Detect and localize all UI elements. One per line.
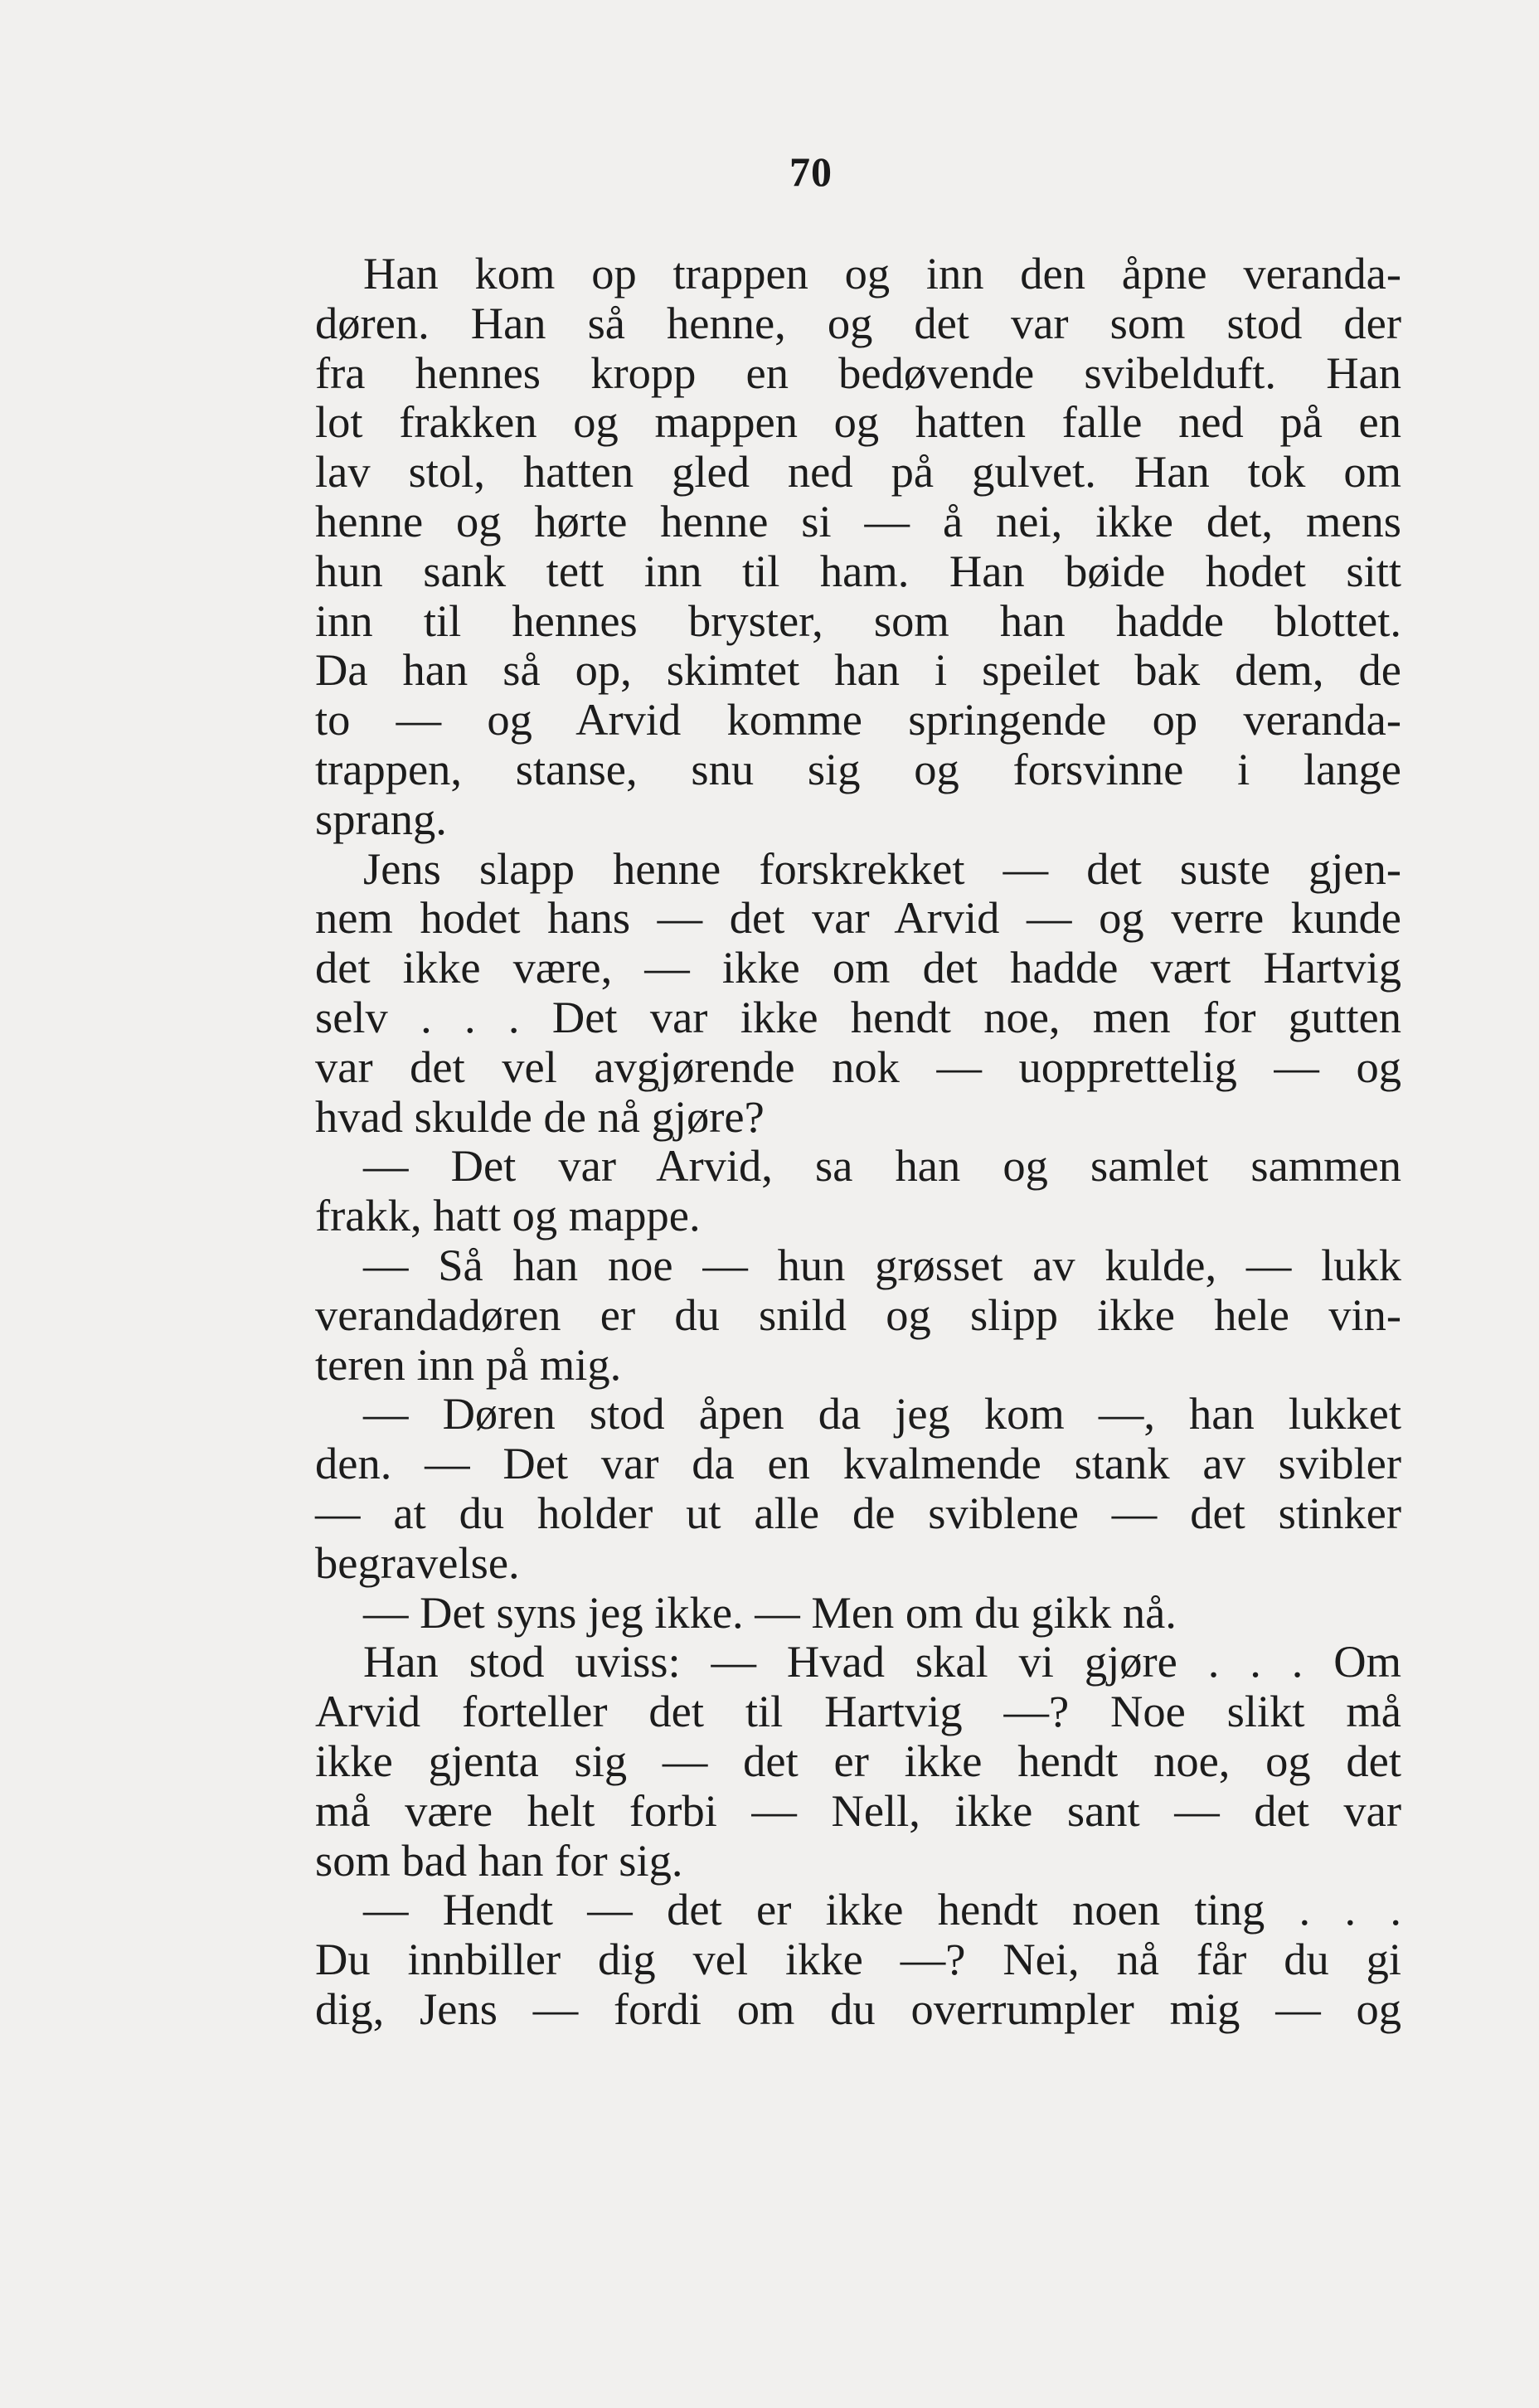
text-line: verandadøren er du snild og slipp ikke hele vin- [315,1289,1401,1340]
text-line: — Hendt — det er ikke hendt noen ting . . . [363,1884,1401,1935]
text-line: Jens slapp henne forskrekket — det suste gjen- [363,842,1401,894]
text-line: Arvid forteller det til Hartvig —? Noe slikt må [315,1686,1401,1737]
text-line: var det vel avgjørende nok — uopprettelig — og [315,1041,1401,1092]
text-line: fra hennes kropp en bedøvende svibelduft. Han [315,347,1401,398]
text-line: sprang. [315,793,447,844]
text-line: ikke gjenta sig — det er ikke hendt noe, og det [315,1735,1401,1786]
text-line: — Døren stod åpen da jeg kom —, han lukket [363,1388,1401,1439]
text-line: hvad skulde de nå gjøre? [315,1090,765,1142]
text-line: dig, Jens — fordi om du overrumpler mig — og [315,1983,1401,2034]
text-line: som bad han for sig. [315,1834,683,1886]
text-line: teren inn på mig. [315,1338,622,1390]
text-line: lav stol, hatten gled ned på gulvet. Han tok om [315,446,1401,498]
text-line: — at du holder ut alle de sviblene — det stinker [315,1487,1401,1538]
text-line: inn til hennes bryster, som han hadde blottet. [315,595,1401,646]
text-line: må være helt forbi — Nell, ikke sant — det var [315,1784,1401,1836]
text-line: Du innbiller dig vel ikke —? Nei, nå får du gi [315,1934,1401,1985]
text-line: — Så han noe — hun grøsset av kulde, — lukk [363,1239,1401,1290]
text-line: hun sank tett inn til ham. Han bøide hodet sitt [315,545,1401,596]
text-line: to — og Arvid komme springende op veranda- [315,694,1401,745]
body-text [315,249,1401,2034]
text-line: den. — Det var da en kvalmende stank av svibler [315,1438,1401,1489]
text-line: døren. Han så henne, og det var som stod der [315,297,1401,348]
text-line: Han kom op trappen og inn den åpne veranda- [363,248,1401,299]
text-line: Da han så op, skimtet han i speilet bak dem, de [315,644,1401,696]
text-line: Han stod uviss: — Hvad skal vi gjøre . . . Om [363,1636,1401,1687]
text-line: henne og hørte henne si — å nei, ikke det, mens [315,495,1401,546]
text-line: trappen, stanse, snu sig og forsvinne i lange [315,743,1401,794]
text-line: begravelse. [315,1537,520,1588]
page-number: 70 [789,148,833,195]
text-line: — Det syns jeg ikke. — Men om du gikk nå. [363,1586,1177,1638]
text-line: det ikke være, — ikke om det hadde vært Hartvig [315,942,1401,993]
text-line: — Det var Arvid, sa han og samlet sammen [363,1140,1401,1192]
text-line: lot frakken og mappen og hatten falle ned på en [315,396,1401,448]
text-line: frakk, hatt og mappe. [315,1190,701,1241]
text-line: selv . . . Det var ikke hendt noe, men for gutten [315,991,1401,1042]
text-line: nem hodet hans — det var Arvid — og verre kunde [315,892,1401,944]
